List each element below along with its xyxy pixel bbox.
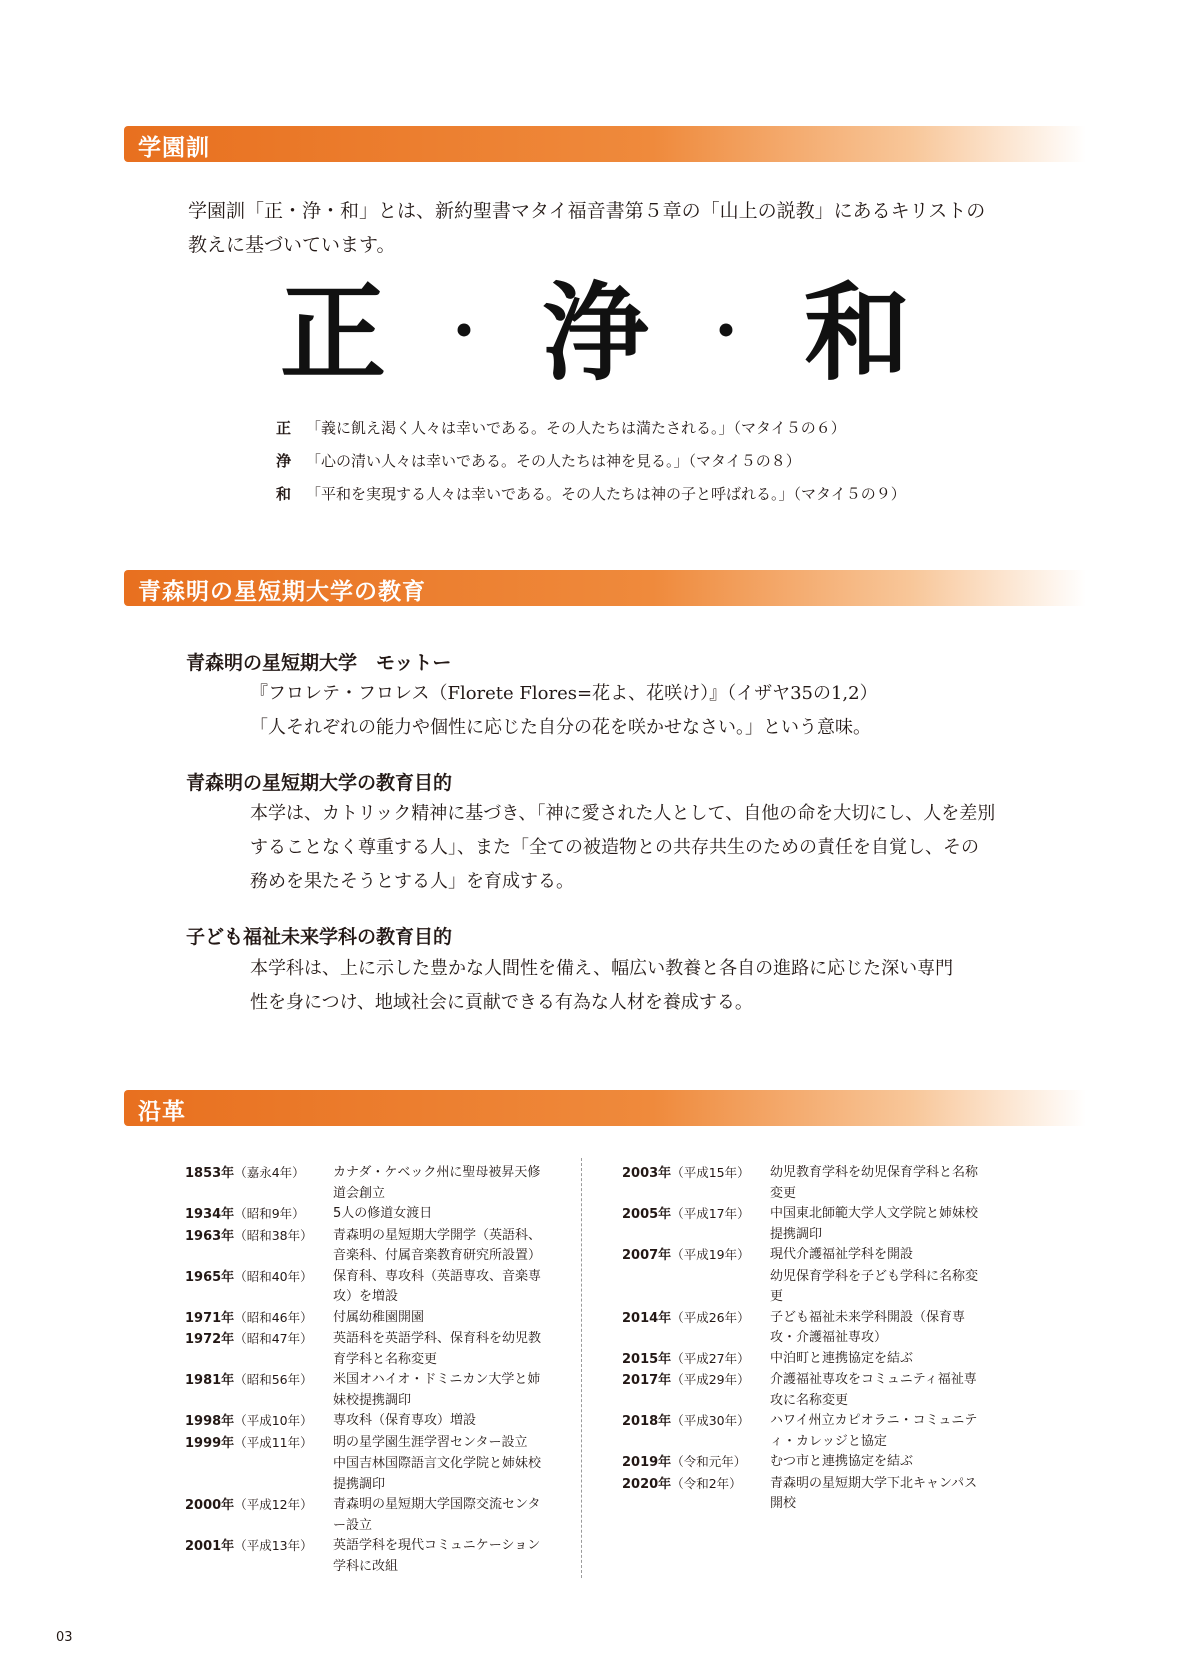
- history-desc: 付属幼稚園開園: [333, 1309, 425, 1325]
- history-desc: 中国吉林国際語言文化学院と姉妹校提携調印: [333, 1456, 542, 1492]
- motto-char: 浄: [542, 270, 648, 395]
- section-title: 青森明の星短期大学の教育: [138, 579, 426, 605]
- history-year: 1972年: [185, 1332, 235, 1347]
- history-row: [622, 1474, 980, 1515]
- history-year: 2014年: [622, 1310, 672, 1326]
- verse-text: 「平和を実現する人々は幸いである。その人たちは神の子と呼ばれる。」（マタイ５の９）: [306, 485, 906, 503]
- motto-verses: [276, 412, 906, 511]
- history-era: （平成10年）: [234, 1413, 313, 1428]
- dept-body: [250, 952, 953, 1020]
- body-line: 務めを果たそうとする人」を育成する。: [250, 871, 574, 892]
- history-era: （昭和40年）: [234, 1268, 313, 1284]
- history-desc: 英語科を英語学科、保育科を幼児教育学科と名称変更: [333, 1331, 542, 1367]
- history-year: 2005年: [622, 1207, 672, 1222]
- section-title: 沿革: [138, 1099, 186, 1125]
- history-row: [185, 1536, 543, 1577]
- history-year: 2018年: [622, 1414, 672, 1429]
- history-era: （平成26年）: [671, 1309, 750, 1325]
- history-row: [622, 1370, 980, 1411]
- motto-separator: ・: [434, 298, 494, 368]
- history-desc: ハワイ州立カピオラニ・コミュニティ・カレッジと協定: [770, 1413, 978, 1449]
- section-header-school-motto: [124, 126, 1086, 162]
- purpose-heading: 青森明の星短期大学の教育目的: [186, 772, 453, 794]
- school-motto-calligraphy: [280, 268, 910, 398]
- history-year: 2003年: [622, 1166, 672, 1181]
- history-desc: 明の星学園生涯学習センター設立: [333, 1434, 528, 1450]
- history-era: （令和2年）: [671, 1475, 742, 1491]
- history-year: 2017年: [622, 1373, 672, 1388]
- intro-line: 教えに基づいています。: [188, 234, 396, 256]
- history-desc: 幼児保育学科を子ども学科に名称変更: [770, 1268, 979, 1304]
- history-desc: 青森明の星短期大学下北キャンパス開校: [770, 1475, 978, 1511]
- history-desc: カナダ・ケベック州に聖母被昇天修道会創立: [333, 1165, 541, 1201]
- body-line: することなく尊重する人」、また「全ての被造物との共存共生のための責任を自覚し、その: [250, 837, 979, 858]
- history-year: 1934年: [185, 1207, 235, 1222]
- history-era: （昭和56年）: [234, 1372, 313, 1387]
- body-line: 本学科は、上に示した豊かな人間性を備え、幅広い教養と各自の進路に応じた深い専門: [250, 958, 954, 979]
- verse-key: 正: [276, 419, 292, 437]
- history-desc: むつ市と連携協定を結ぶ: [770, 1454, 914, 1469]
- history-divider: [581, 1158, 582, 1578]
- verse-text: 「義に飢え渇く人々は幸いである。その人たちは満たされる。」（マタイ５の６）: [306, 419, 846, 437]
- history-era: （嘉永4年）: [234, 1165, 305, 1180]
- history-row: [185, 1267, 543, 1308]
- section-header-education: [124, 570, 1086, 606]
- history-desc: 中泊町と連携協定を結ぶ: [770, 1350, 914, 1366]
- body-line: 本学は、カトリック精神に基づき、「神に愛された人として、自他の命を大切にし、人を差別: [250, 803, 996, 824]
- history-row: [622, 1204, 980, 1245]
- history-year: 1963年: [185, 1228, 235, 1244]
- history-desc: 米国オハイオ・ドミニカン大学と姉妹校提携調印: [333, 1372, 541, 1408]
- motto-body: [250, 677, 878, 745]
- dept-heading: 子ども福祉未来学科の教育目的: [186, 926, 453, 948]
- history-desc: 中国東北師範大学人文学院と姉妹校提携調印: [770, 1206, 979, 1242]
- history-era: （平成29年）: [671, 1372, 750, 1387]
- history-year: 1853年: [185, 1166, 235, 1181]
- history-row: [622, 1308, 980, 1349]
- history-desc: 介護福祉専攻をコミュニティ福祉専攻に名称変更: [770, 1372, 977, 1408]
- history-year: 2019年: [622, 1455, 672, 1470]
- history-desc: 専攻科（保育専攻）増設: [333, 1413, 477, 1428]
- body-line: 『フロレテ・フロレス（Florete Flores=花よ、花咲け）』（イザヤ35の1,2）: [250, 683, 878, 704]
- history-era: （平成12年）: [234, 1497, 313, 1512]
- history-era: （平成15年）: [671, 1165, 750, 1180]
- history-era: （昭和47年）: [234, 1331, 313, 1346]
- motto-heading: 青森明の星短期大学 モットー: [186, 652, 452, 674]
- history-desc: 5人の修道女渡日: [333, 1206, 433, 1221]
- history-year: 1999年: [185, 1435, 235, 1451]
- history-row: [622, 1267, 980, 1308]
- verse-key: 浄: [276, 452, 292, 470]
- body-line: 性を身につけ、地域社会に貢献できる有為な人材を養成する。: [250, 992, 753, 1013]
- history-era: （昭和9年）: [234, 1206, 305, 1221]
- history-year: 1998年: [185, 1414, 235, 1429]
- history-year: 2015年: [622, 1351, 672, 1367]
- history-desc: 青森明の星短期大学開学（英語科、音楽科、付属音楽教育研究所設置）: [333, 1227, 542, 1263]
- history-year: 2000年: [185, 1498, 235, 1513]
- history-era: （平成30年）: [671, 1413, 750, 1428]
- history-era: （平成13年）: [234, 1538, 313, 1553]
- history-row: [185, 1329, 543, 1370]
- history-desc: 幼児教育学科を幼児保育学科と名称変更: [770, 1165, 979, 1201]
- history-row: [622, 1452, 980, 1474]
- history-year: 1981年: [185, 1373, 235, 1388]
- verse-row: [276, 478, 906, 511]
- history-row: [622, 1245, 980, 1267]
- motto-char: 正: [280, 270, 386, 395]
- motto-separator: ・: [696, 298, 756, 368]
- history-year: 2020年: [622, 1476, 672, 1492]
- verse-key: 和: [276, 485, 292, 503]
- history-row: [185, 1433, 543, 1455]
- history-era: （平成11年）: [234, 1434, 313, 1450]
- history-era: （平成17年）: [671, 1206, 750, 1221]
- history-row: [185, 1204, 543, 1226]
- page-number: 03: [56, 1630, 73, 1645]
- history-row: [185, 1163, 543, 1204]
- history-row: [185, 1308, 543, 1330]
- history-era: （平成27年）: [671, 1350, 750, 1366]
- history-year: 1965年: [185, 1269, 235, 1285]
- history-year: 2007年: [622, 1248, 672, 1263]
- verse-text: 「心の清い人々は幸いである。その人たちは神を見る。」（マタイ５の８）: [306, 452, 801, 470]
- history-list-left: [185, 1163, 543, 1577]
- history-desc: 青森明の星短期大学国際交流センター設立: [333, 1497, 541, 1533]
- history-row: [185, 1411, 543, 1433]
- section-header-history: [124, 1090, 1086, 1126]
- history-list-right: [622, 1163, 980, 1515]
- history-row: [622, 1411, 980, 1452]
- history-desc: 保育科、専攻科（英語専攻、音楽専攻）を増設: [333, 1268, 542, 1304]
- history-desc: 英語学科を現代コミュニケーション学科に改組: [333, 1538, 541, 1574]
- history-row: [622, 1163, 980, 1204]
- verse-row: [276, 412, 906, 445]
- history-row: [185, 1454, 543, 1495]
- verse-row: [276, 445, 906, 478]
- intro-line: 学園訓「正・浄・和」とは、新約聖書マタイ福音書第５章の「山上の説教」にあるキリストの: [188, 200, 986, 222]
- history-desc: 現代介護福祉学科を開設: [770, 1247, 914, 1262]
- history-row: [185, 1226, 543, 1267]
- history-era: （昭和38年）: [234, 1227, 313, 1243]
- history-era: （平成19年）: [671, 1247, 750, 1262]
- history-year: 1971年: [185, 1310, 235, 1326]
- history-era: （昭和46年）: [234, 1309, 313, 1325]
- history-row: [622, 1349, 980, 1371]
- history-row: [185, 1370, 543, 1411]
- school-motto-intro: [188, 194, 985, 262]
- history-year: 2001年: [185, 1539, 235, 1554]
- body-line: 「人それぞれの能力や個性に応じた自分の花を咲かせなさい。」という意味。: [250, 717, 871, 738]
- history-desc: 子ども福祉未来学科開設（保育専攻・介護福祉専攻）: [770, 1309, 966, 1345]
- motto-char: 和: [804, 270, 910, 395]
- history-era: （令和元年）: [671, 1454, 747, 1469]
- purpose-body: [250, 797, 995, 899]
- section-title: 学園訓: [138, 135, 210, 161]
- history-row: [185, 1495, 543, 1536]
